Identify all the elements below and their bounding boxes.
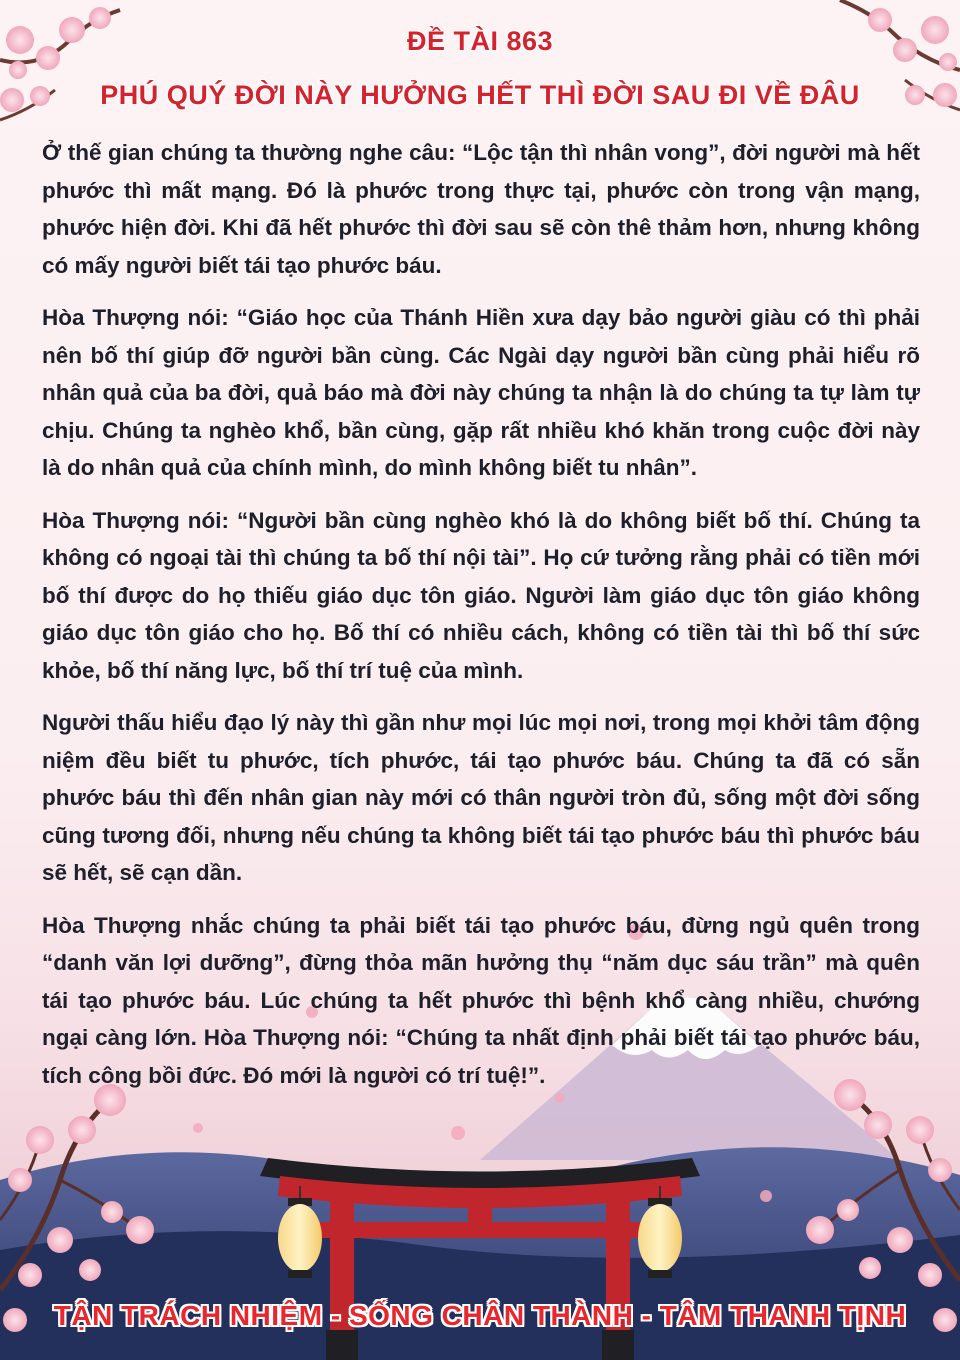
page-title: PHÚ QUÝ ĐỜI NÀY HƯỞNG HẾT THÌ ĐỜI SAU ĐI VỀ ĐÂU bbox=[100, 80, 860, 110]
paragraph: Hòa Thượng nói: “Người bần cùng nghèo khó là do không biết bố thí. Chúng ta không có ngoại tài thì chúng ta bố thí nội tài”. Họ cứ tưởng rằng phải có tiền mới bố thí được do họ thiếu giáo dục tôn giáo. Người làm giáo dục tôn giáo không giáo dục tôn giáo cho họ. Bố thí có nhiều cách, không có tiền tài thì bố thí sức khỏe, bố thí năng lực, bố thí trí tuệ của mình. bbox=[42, 507, 920, 683]
paragraph: Người thấu hiểu đạo lý này thì gần như mọi lúc mọi nơi, trong mọi khởi tâm động niệm đều biết tu phước, tích phước, tái tạo phước báu. Chúng ta đã có sẵn phước báu thì đến nhân gian này mới có thân người tròn đủ, sống một đời sống cũng tương đối, nhưng nếu chúng ta không biết tái tạo phước báu thì phước báu sẽ hết, sẽ cạn dần. bbox=[42, 710, 920, 885]
footer-slogan: TẬN TRÁCH NHIỆM - SỐNG CHÂN THÀNH - TÂM THANH TỊNH bbox=[53, 1300, 907, 1331]
article-body bbox=[42, 134, 920, 1094]
paragraph: Ở thế gian chúng ta thường nghe câu: “Lộc tận thì nhân vong”, đời người mà hết phước thì mất mạng. Đó là phước trong thực tại, phước còn trong vận mạng, phước hiện đời. Khi đã hết phước thì đời sau sẽ còn thê thảm hơn, nhưng không có mấy người biết tái tạo phước báu. bbox=[42, 140, 920, 278]
topic-number-heading: ĐỀ TÀI 863 bbox=[406, 26, 554, 56]
paragraph: Hòa Thượng nói: “Giáo học của Thánh Hiền xưa dạy bảo người giàu có thì phải nên bố thí giúp đỡ người bần cùng. Các Ngài dạy người bần cùng phải hiểu rõ nhân quả của ba đời, quả báo mà đời này chúng ta nhận là do chúng ta tự làm tự chịu. Chúng ta nghèo khổ, bần cùng, gặp rất nhiều khó khăn trong cuộc đời này là do nhân quả của chính mình, do mình không biết tu nhân”. bbox=[42, 305, 920, 480]
paragraph: Hòa Thượng nhắc chúng ta phải biết tái tạo phước báu, đừng ngủ quên trong “danh văn lợi dưỡng”, đừng thỏa mãn hưởng thụ “năm dục sáu trần” mà quên tái tạo phước báu. Lúc chúng ta hết phước thì bệnh khổ càng nhiều, chướng ngại càng lớn. Hòa Thượng nói: “Chúng ta nhất định phải biết tái tạo phước báu, tích công bồi đức. Đó mới là người có trí tuệ!”. bbox=[42, 912, 920, 1088]
